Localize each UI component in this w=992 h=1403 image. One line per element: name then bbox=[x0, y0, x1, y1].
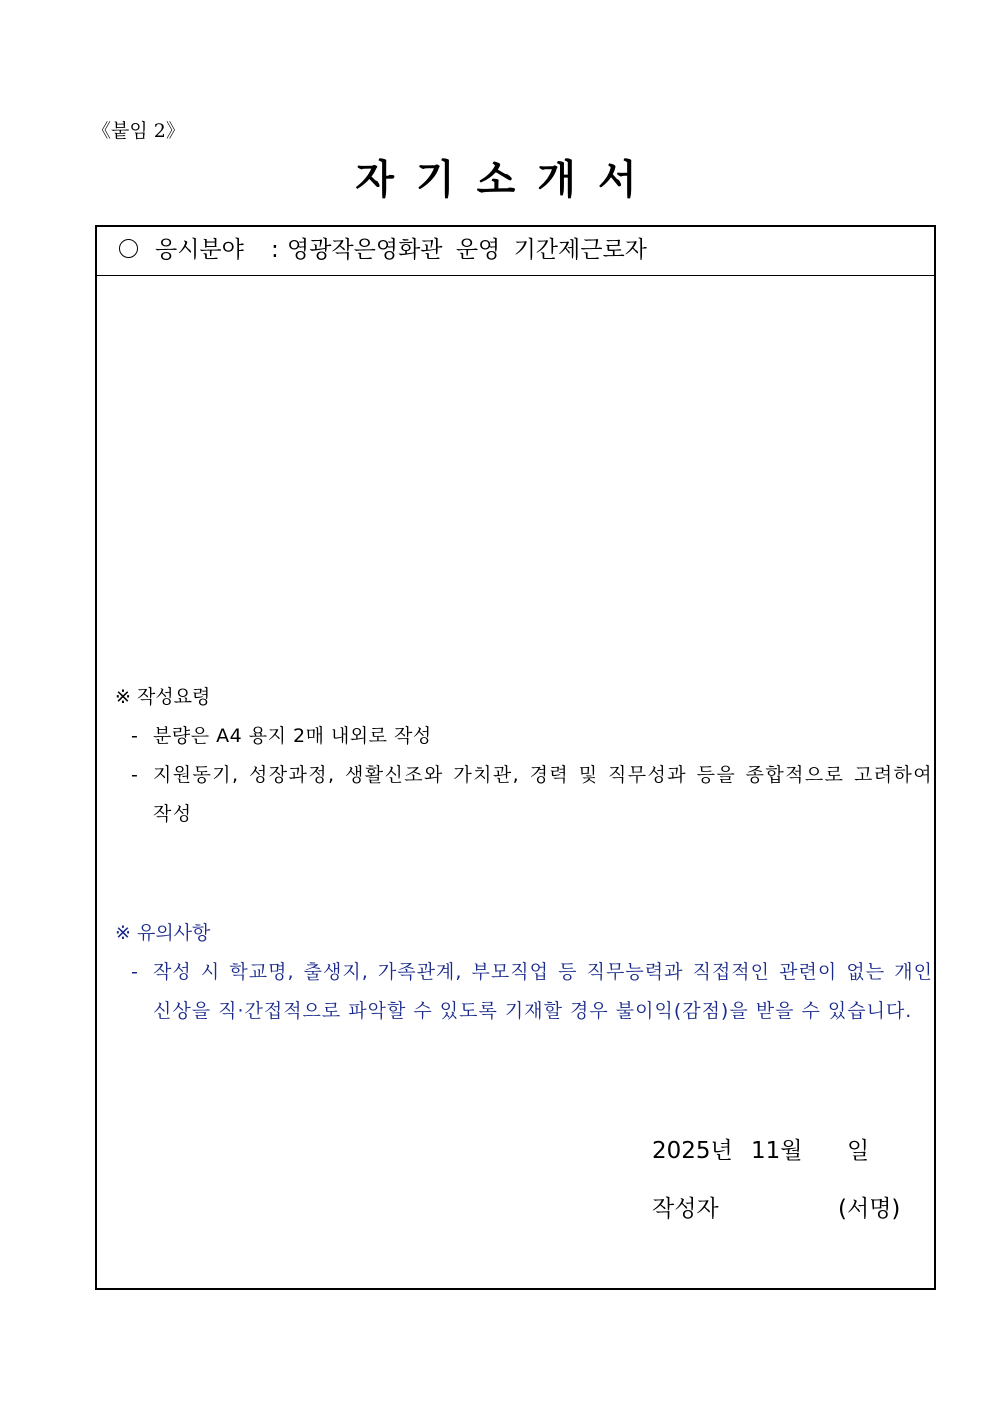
date-month: 11월 bbox=[751, 1138, 803, 1164]
guide-item-text: 지원동기, 성장과정, 생활신조와 가치관, 경력 및 직무성과 등을 종합적으로 고려하여 작성 bbox=[153, 764, 933, 825]
attachment-label: 《붙임 2》 bbox=[92, 120, 185, 142]
notice-item bbox=[115, 953, 935, 1031]
guide-item-text: 분량은 A4 용지 2매 내외로 작성 bbox=[153, 725, 432, 747]
application-field-label: 응시분야 bbox=[155, 237, 244, 263]
application-field-value: 영광작은영화관 운영 기간제근로자 bbox=[287, 237, 647, 263]
writing-guide-section bbox=[115, 677, 935, 834]
circle-bullet-icon bbox=[119, 239, 138, 258]
signature-placeholder: (서명) bbox=[838, 1196, 901, 1222]
guide-item bbox=[115, 717, 935, 756]
date-day: 일 bbox=[847, 1138, 870, 1164]
dash-bullet: - bbox=[131, 725, 139, 747]
form-box bbox=[95, 225, 936, 1290]
notice-item-text: 작성 시 학교명, 출생지, 가족관계, 부모직업 등 직무능력과 직접적인 관련이 없는 개인 신상을 직·간접적으로 파악할 수 있도록 기재할 경우 불이익(감점)을 받을 수 있습니다. bbox=[153, 961, 933, 1022]
guide-item bbox=[115, 756, 935, 834]
date-year: 2025년 bbox=[652, 1138, 733, 1164]
dash-bullet: - bbox=[131, 764, 140, 786]
author-label: 작성자 bbox=[652, 1196, 719, 1222]
notice-heading: ※ 유의사항 bbox=[115, 922, 211, 944]
page-title: 자기소개서 bbox=[355, 157, 659, 203]
notice-section bbox=[115, 913, 935, 1031]
dash-bullet: - bbox=[131, 961, 139, 983]
application-field-row bbox=[97, 227, 934, 276]
writing-guide-heading: ※ 작성요령 bbox=[115, 686, 211, 708]
field-separator: : bbox=[271, 237, 279, 263]
